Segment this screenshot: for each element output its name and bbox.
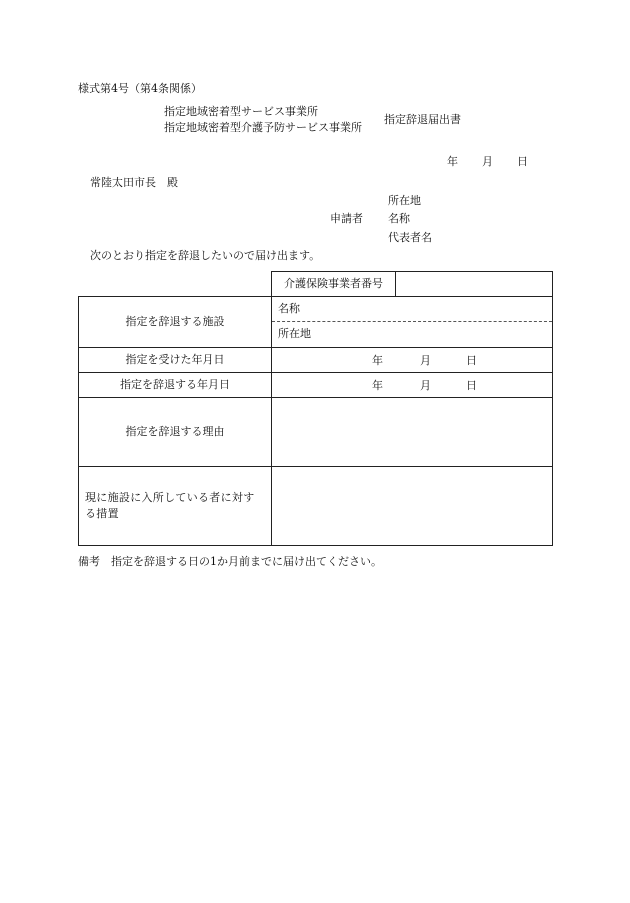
document-title: 指定辞退届出書 bbox=[384, 113, 461, 126]
designated-month-unit: 月 bbox=[420, 354, 431, 367]
designated-day-unit: 日 bbox=[466, 354, 477, 367]
withdrawal-month-unit: 月 bbox=[420, 379, 431, 392]
facility-label: 指定を辞退する施設 bbox=[79, 297, 272, 348]
addressee: 常陸太田市長 殿 bbox=[90, 176, 178, 189]
provider-number-field[interactable] bbox=[396, 272, 552, 296]
withdrawal-day-unit: 日 bbox=[466, 379, 477, 392]
measures-field[interactable] bbox=[272, 467, 553, 546]
reason-field[interactable] bbox=[272, 398, 553, 467]
facility-address-label: 所在地 bbox=[278, 327, 311, 341]
applicant-name-label: 名称 bbox=[388, 212, 410, 225]
withdrawal-date-field[interactable] bbox=[272, 373, 553, 398]
note: 備考 指定を辞退する日の1か月前までに届け出てください。 bbox=[78, 555, 382, 568]
withdrawal-date-label: 指定を辞退する年月日 bbox=[79, 373, 272, 398]
service-type-1: 指定地域密着型サービス事業所 bbox=[164, 105, 318, 118]
date-year: 年 bbox=[447, 155, 458, 168]
withdrawal-year-unit: 年 bbox=[372, 379, 383, 392]
designated-date-field[interactable] bbox=[272, 348, 553, 373]
applicant-representative-label: 代表者名 bbox=[388, 231, 432, 244]
designated-date-label: 指定を受けた年月日 bbox=[79, 348, 272, 373]
applicant-address-label: 所在地 bbox=[388, 194, 421, 207]
service-type-2: 指定地域密着型介護予防サービス事業所 bbox=[164, 121, 362, 134]
applicant-label: 申請者 bbox=[330, 212, 363, 225]
form-number: 様式第4号（第4条関係） bbox=[78, 82, 202, 95]
designated-year-unit: 年 bbox=[372, 354, 383, 367]
intro-text: 次のとおり指定を辞退したいので届け出ます。 bbox=[90, 249, 321, 262]
date-day: 日 bbox=[517, 155, 528, 168]
measures-label: 現に施設に入所している者に対する措置 bbox=[79, 467, 272, 546]
date-month: 月 bbox=[482, 155, 493, 168]
provider-number-label: 介護保険事業者番号 bbox=[272, 272, 396, 296]
withdrawal-form-table bbox=[78, 271, 553, 546]
facility-name-label: 名称 bbox=[278, 301, 300, 315]
reason-label: 指定を辞退する理由 bbox=[79, 398, 272, 467]
